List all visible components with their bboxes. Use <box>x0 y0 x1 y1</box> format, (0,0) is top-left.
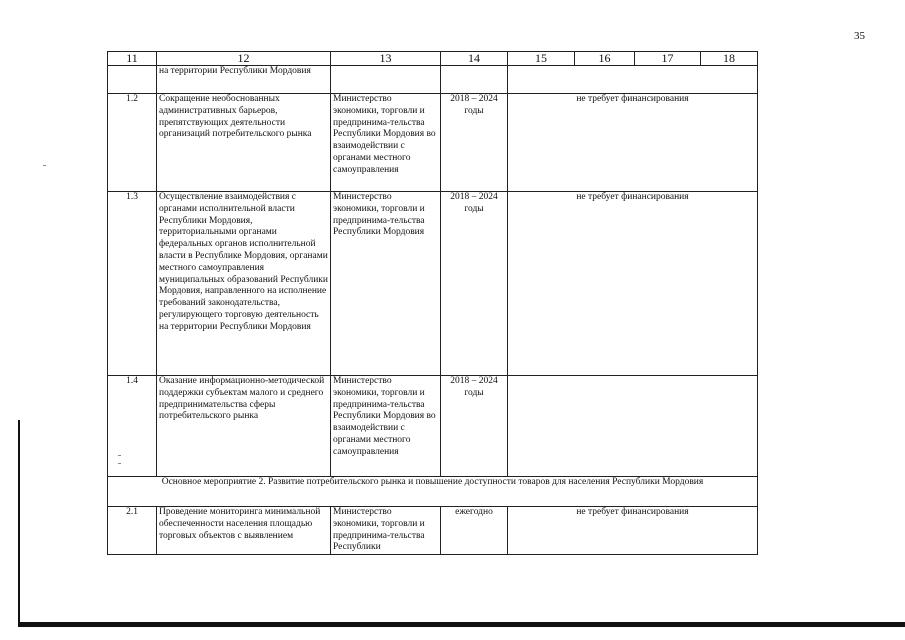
scan-border-bottom <box>20 622 905 627</box>
financing-cell: не требует финансирования <box>508 507 758 555</box>
scan-mark <box>118 455 121 456</box>
page-number: 35 <box>854 30 865 42</box>
column-header: 15 <box>508 52 575 66</box>
table-row <box>108 192 758 376</box>
description-cell: на территории Республики Мордовия <box>157 66 331 94</box>
table-row <box>108 94 758 192</box>
scan-border-left <box>18 420 20 627</box>
scan-mark <box>43 165 46 166</box>
row-number-cell: 1.3 <box>108 192 157 376</box>
financing-cell <box>508 376 758 477</box>
column-header: 13 <box>331 52 441 66</box>
column-header: 17 <box>635 52 701 66</box>
period-cell: 2018 – 2024 годы <box>441 94 508 192</box>
row-number-cell: 1.2 <box>108 94 157 192</box>
period-cell <box>441 66 508 94</box>
row-number-cell <box>108 66 157 94</box>
column-header: 11 <box>108 52 157 66</box>
period-cell: ежегодно <box>441 507 508 555</box>
row-number-cell: 2.1 <box>108 507 157 555</box>
column-header: 12 <box>157 52 331 66</box>
column-header: 18 <box>701 52 758 66</box>
table-header-row <box>108 52 758 66</box>
executor-cell <box>331 66 441 94</box>
period-cell: 2018 – 2024 годы <box>441 376 508 477</box>
financing-cell <box>508 66 758 94</box>
period-cell: 2018 – 2024 годы <box>441 192 508 376</box>
column-header: 14 <box>441 52 508 66</box>
description-cell: Проведение мониторинга минимальной обеспеченности населения площадью торговых объектов с выявлением <box>157 507 331 555</box>
executor-cell: Министерство экономики, торговли и предпринима-тельства Республики Мордовия <box>331 192 441 376</box>
financing-cell: не требует финансирования <box>508 192 758 376</box>
executor-cell: Министерство экономики, торговли и предпринима-тельства Республики Мордовия во взаимодействии с органами местного самоуправления <box>331 376 441 477</box>
row-number-cell: 1.4 <box>108 376 157 477</box>
table-row-continuation <box>108 66 758 94</box>
main-event-heading: Основное мероприятие 2. Развитие потребительского рынка и повышение доступности товаров для населения Республики Мордовия <box>108 477 758 507</box>
table-row <box>108 507 758 555</box>
financing-cell: не требует финансирования <box>508 94 758 192</box>
column-header: 16 <box>575 52 635 66</box>
description-cell: Сокращение необоснованных административных барьеров, препятствующих деятельности организаций потребительского рынка <box>157 94 331 192</box>
program-activities-table <box>107 51 758 555</box>
description-cell: Осуществление взаимодействия с органами исполнительной власти Республики Мордовия, территориальными органами федеральных органов исполнительной власти в Республике Мордовия, органами местного самоуправления муниципальных образований Республики Мордовия, направленного на исполнение требований законодательства, регулирующего торговую деятельность на территории Республики Мордовия <box>157 192 331 376</box>
description-cell: Оказание информационно-методической поддержки субъектам малого и среднего предпринимательства сферы потребительского рынка <box>157 376 331 477</box>
table-row <box>108 376 758 477</box>
scan-mark <box>118 463 121 464</box>
executor-cell: Министерство экономики, торговли и предпринима-тельства Республики <box>331 507 441 555</box>
main-event-row <box>108 477 758 507</box>
executor-cell: Министерство экономики, торговли и предпринима-тельства Республики Мордовия во взаимодействии с органами местного самоуправления <box>331 94 441 192</box>
